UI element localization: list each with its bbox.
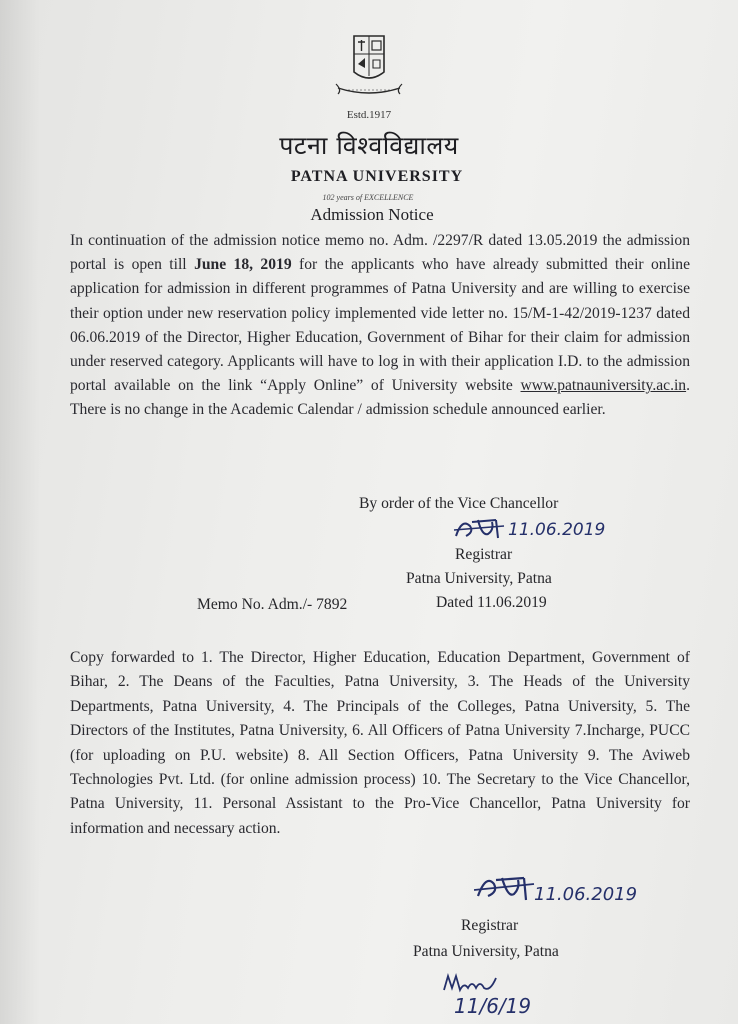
signature-date-1: 11.06.2019 bbox=[508, 520, 606, 540]
registrar-signature-1 bbox=[452, 514, 606, 544]
registrar-title-2: Registrar bbox=[461, 917, 519, 934]
registrar-signature-2 bbox=[474, 870, 638, 906]
university-name-english: PATNA UNIVERSITY bbox=[290, 168, 464, 185]
body-text-3: . There is no change in the Academic Calendar / admission schedule announced earlier. bbox=[70, 377, 690, 419]
university-tagline: 102 years of EXCELLENCE bbox=[322, 193, 414, 202]
established-year: Estd.1917 bbox=[346, 109, 392, 121]
website-link[interactable]: www.patnauniversity.ac.in bbox=[520, 377, 687, 395]
university-emblem bbox=[332, 32, 406, 106]
body-text-1: In continuation of the admission notice memo no. Adm. /2297/R dated 13.05.2019 the admission portal is open till bbox=[70, 232, 690, 274]
registrar-office-1: Patna University, Patna bbox=[406, 570, 552, 587]
deadline-date: June 18, 2019 bbox=[194, 256, 292, 274]
initials-signature bbox=[440, 972, 532, 1018]
signature-date-2: 11.06.2019 bbox=[534, 884, 638, 905]
initials-date: 11/6/19 bbox=[454, 994, 532, 1018]
registrar-title-1: Registrar bbox=[455, 546, 513, 563]
university-name-hindi: पटना विश्वविद्यालय bbox=[279, 131, 459, 160]
memo-number: Memo No. Adm./- 7892 bbox=[197, 596, 348, 613]
memo-date: Dated 11.06.2019 bbox=[436, 594, 547, 611]
notice-body bbox=[70, 229, 690, 423]
copy-forwarded: Copy forwarded to 1. The Director, Higher Education, Education Department, Government of Bihar, 2. The Deans of the Faculties, Patna University, 3. The Heads of the University Departments, Patna University, 4. The Principals of the Colleges, Patna University, 5. The Directors of the Institutes, Patna University, 6. All Officers of Patna University 7.Incharge, PUCC (for uploading on P.U. website) 8. All Section Officers, Patna University 9. The Aviweb Technologies Pvt. Ltd. (for online admission process) 10. The Secretary to the Vice Chancellor, Patna University, 11. Personal Assistant to the Pro-Vice Chancellor, Patna University for information and necessary action. bbox=[70, 649, 690, 837]
notice-title: Admission Notice bbox=[310, 205, 434, 224]
by-order-line: By order of the Vice Chancellor bbox=[359, 495, 559, 512]
registrar-office-2: Patna University, Patna bbox=[413, 943, 559, 960]
body-text-2: for the applicants who have already submitted their online application for admission in different programmes of Patna University and are willing to exercise their option under new reservation policy implemented vide letter no. 15/M-1-42/2019-1237 dated 06.06.2019 of the Director, Higher Education, Government of Bihar for their claim for admission under reserved category. Applicants will have to log in with their application I.D. to the admission portal available on the link “Apply Online” of University website bbox=[70, 256, 690, 395]
